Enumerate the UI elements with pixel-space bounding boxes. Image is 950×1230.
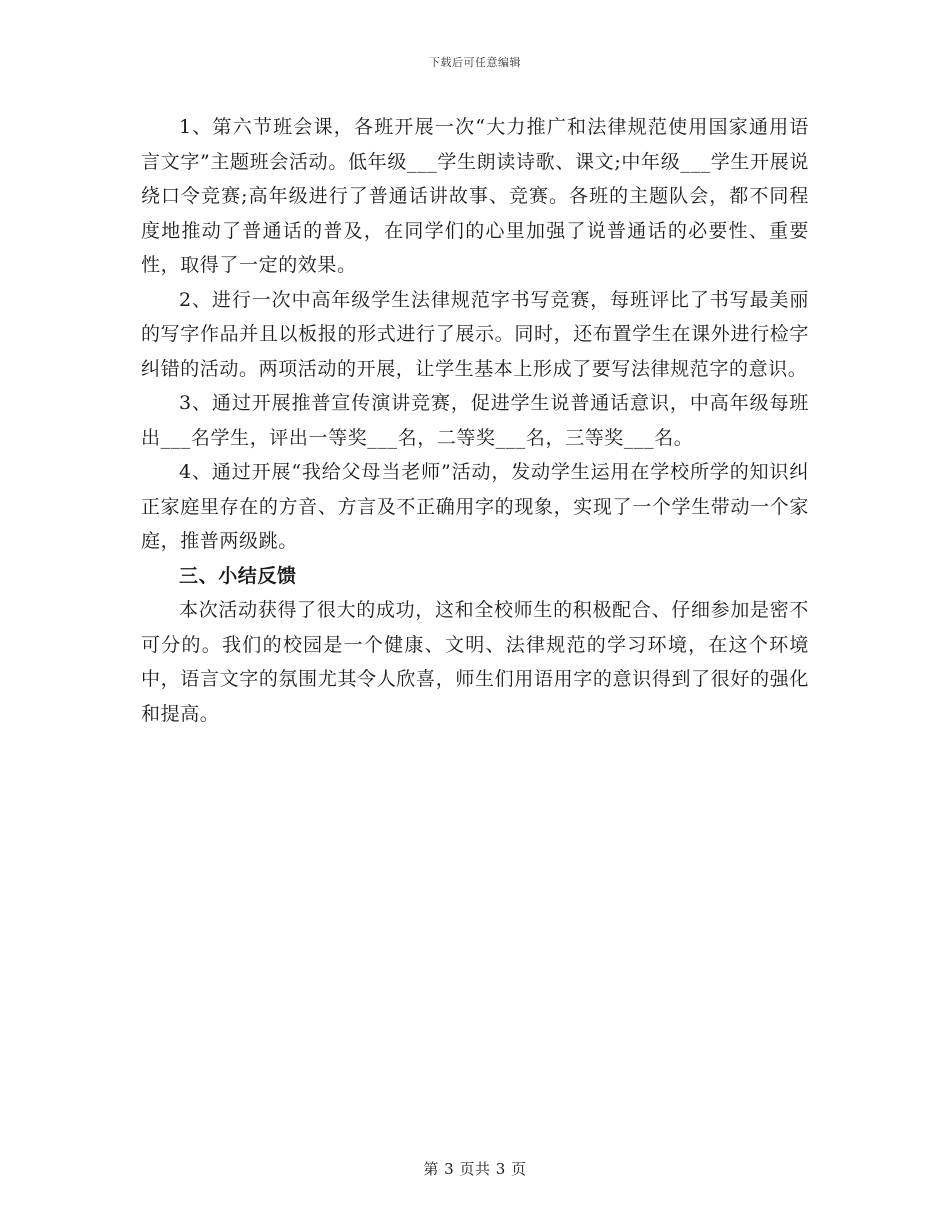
paragraph-item-4: 4、通过开展“我给父母当老师”活动，发动学生运用在学校所学的知识纠正家庭里存在的方音、方言及不正确用字的现象，实现了一个学生带动一个家庭，推普两级跳。 <box>141 461 809 552</box>
section-heading-summary: 三、小结反馈 <box>179 564 297 587</box>
header-editable-note: 下载后可任意编辑 <box>429 56 521 69</box>
paragraph-item-1: 1、第六节班会课，各班开展一次“大力推广和法律规范使用国家通用语言文字”主题班会活动。低年级___学生朗读诗歌、课文;中年级___学生开展说绕口令竞赛;高年级进行了普通话讲故事、竞赛。各班的主题队会，都不同程度地推动了普通话的普及，在同学们的心里加强了说普通话的必要性、重要性，取得了一定的效果。 <box>141 116 809 276</box>
paragraph-item-3: 3、通过开展推普宣传演讲竞赛，促进学生说普通话意识，中高年级每班出___名学生，评出一等奖___名，二等奖___名，三等奖___名。 <box>141 392 809 449</box>
page-number: 第 3 页共 3 页 <box>423 1160 527 1178</box>
summary-paragraph: 本次活动获得了很大的成功，这和全校师生的积极配合、仔细参加是密不可分的。我们的校园是一个健康、文明、法律规范的学习环境，在这个环境中，语言文字的氛围尤其令人欣喜，师生们用语用字的意识得到了很好的强化和提高。 <box>141 599 809 725</box>
document-body <box>141 110 809 731</box>
paragraph-item-2: 2、进行一次中高年级学生法律规范字书写竞赛，每班评比了书写最美丽的写字作品并且以板报的形式进行了展示。同时，还布置学生在课外进行检字纠错的活动。两项活动的开展，让学生基本上形成了要写法律规范字的意识。 <box>141 288 809 380</box>
